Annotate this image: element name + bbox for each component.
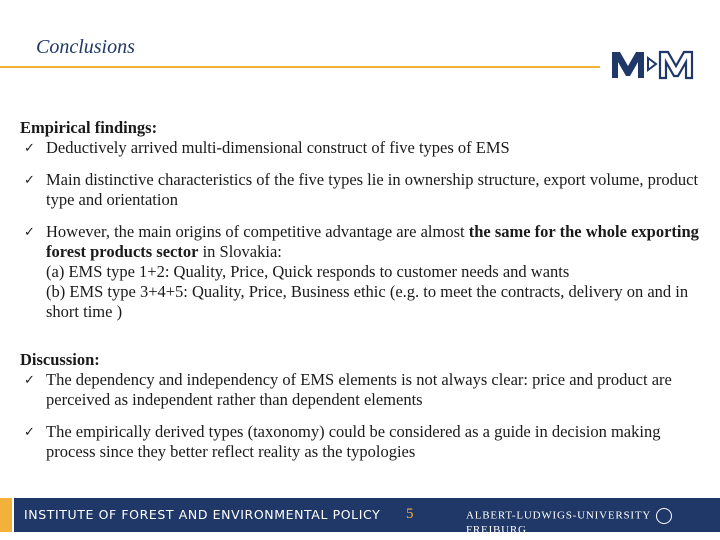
check-icon: ✓ [24,140,35,155]
list-item: ✓ The dependency and independency of EMS elements is not always clear: price and product are perceived as independent rather than dependent elements [24,370,672,409]
empirical-heading: Empirical findings: [20,118,158,137]
footer-bar [0,498,720,536]
slide-title: Conclusions [36,36,135,58]
university-name: ALBERT-LUDWIGS-UNIVERSITY FREIBURG [466,508,720,536]
slide-body [20,118,700,462]
mm-logo [610,48,694,80]
check-icon: ✓ [24,172,35,187]
footer-accent [0,498,12,532]
check-icon: ✓ [24,372,35,387]
list-item: ✓ Deductively arrived multi-dimensional construct of five types of EMS [24,138,510,157]
university-seal-icon [656,508,672,524]
title-underline [0,66,600,68]
check-icon: ✓ [24,224,35,239]
list-item: ✓ The empirically derived types (taxonomy) could be considered as a guide in decision making process since they better reflect reality as the typologies [24,422,661,461]
ems-type-b-line: (b) EMS type 3+4+5: Quality, Price, Business ethic (e.g. to meet the contracts, delivery on and in short time ) [46,282,689,321]
list-item: ✓ Main distinctive characteristics of the five types lie in ownership structure, export volume, product type and orientation [24,170,699,209]
ems-type-a-line: (a) EMS type 1+2: Quality, Price, Quick responds to customer needs and wants [46,262,570,281]
page-number: 5 [406,506,414,522]
list-item: ✓ However, the main origins of competitive advantage are almost the same for the whole exporting forest products sector in Slovakia: (a) EMS type 1+2: Quality, Price, Quick responds to customer needs and wants (b) EMS type 3+4+5: Quality, Price, Business ethic (e.g. to meet the contracts, delivery on and in short time ) [24,222,699,321]
discussion-heading: Discussion: [20,350,100,369]
institute-name: INSTITUTE OF FOREST AND ENVIRONMENTAL POLICY [24,507,381,522]
check-icon: ✓ [24,424,35,439]
